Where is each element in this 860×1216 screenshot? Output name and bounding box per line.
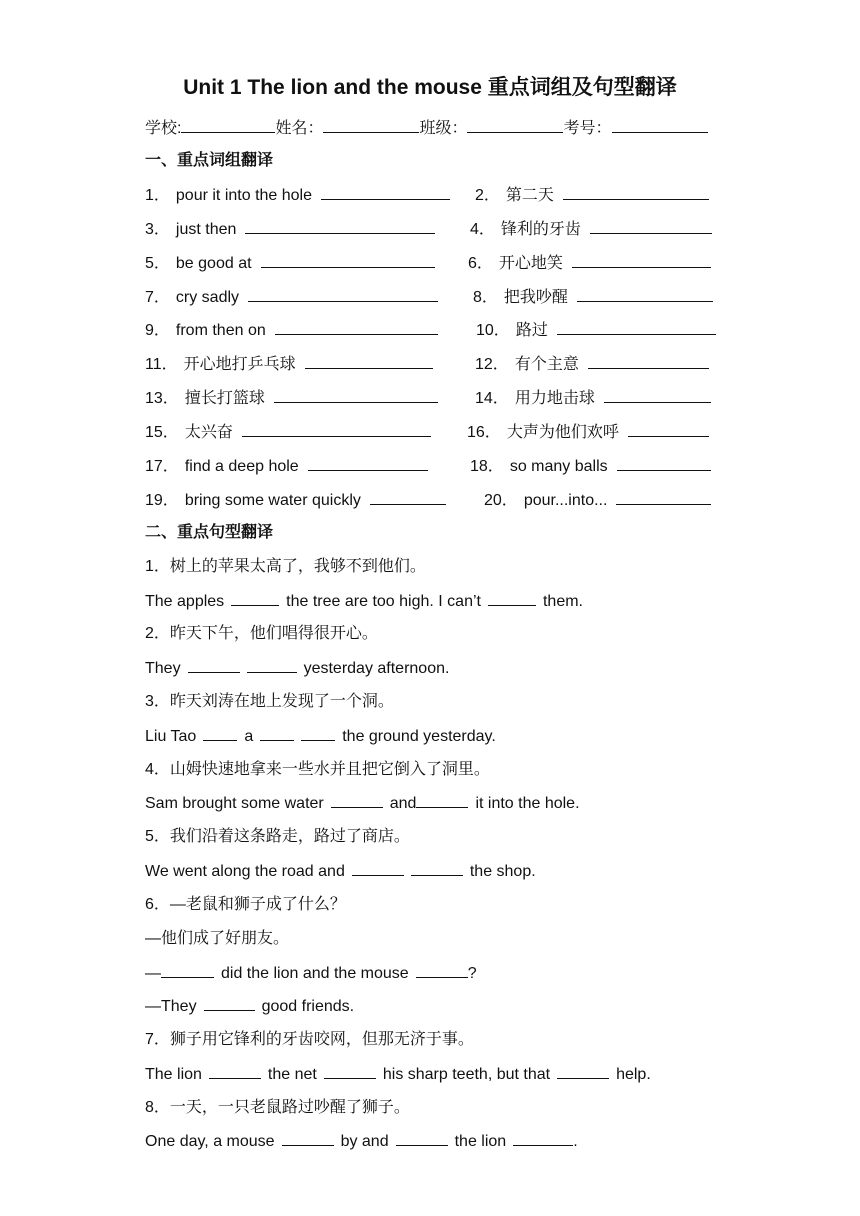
item-text: 把我吵醒 [503, 289, 568, 306]
answer-blank[interactable] [416, 962, 468, 978]
answer-blank[interactable] [261, 252, 435, 268]
answer-blank[interactable] [563, 184, 709, 200]
vocab-item [467, 421, 709, 443]
item-number: 15． [145, 424, 179, 441]
vocab-row [145, 319, 716, 341]
sentence-text: yesterday afternoon. [303, 660, 450, 677]
item-text: 第二天 [505, 187, 554, 204]
question-cn: 5．我们沿着这条路走，路过了商店。 [145, 828, 410, 845]
sentence-text: and [389, 795, 417, 812]
answer-blank[interactable] [370, 489, 446, 505]
item-text: pour it into the hole [175, 187, 312, 204]
answer-blank[interactable] [416, 792, 468, 808]
item-text: pour...into... [523, 492, 608, 509]
item-number: 6． [468, 255, 493, 272]
answer-blank[interactable] [617, 455, 711, 471]
vocab-row [145, 218, 716, 240]
vocab-item [145, 319, 438, 341]
item-text: bring some water quickly [184, 492, 361, 509]
item-text: 有个主意 [514, 356, 579, 373]
answer-blank[interactable] [245, 218, 435, 234]
answer-blank[interactable] [305, 353, 433, 369]
item-number: 4． [470, 221, 495, 238]
vocab-item [475, 353, 709, 375]
vocab-item [468, 252, 711, 274]
question-cn: 3．昨天刘涛在地上发现了一个洞。 [145, 693, 394, 710]
sentence-text: the lion [454, 1133, 507, 1150]
item-text: cry sadly [175, 289, 240, 306]
item-text: 路过 [515, 322, 548, 339]
answer-blank[interactable] [588, 353, 709, 369]
school-label: 学校: [145, 120, 182, 137]
school-blank[interactable] [181, 116, 275, 133]
sentence-text: by and [340, 1133, 389, 1150]
sentence-text: The lion [145, 1066, 202, 1083]
answer-blank[interactable] [204, 995, 255, 1011]
item-text: be good at [175, 255, 252, 272]
answer-blank[interactable] [557, 319, 716, 335]
vocab-item [145, 218, 435, 240]
section2-heading: 二、重点句型翻译 [145, 524, 274, 541]
question-en [145, 1130, 578, 1153]
item-number: 17． [145, 458, 179, 475]
item-number: 19． [145, 492, 179, 509]
question-cn-answer: —他们成了好朋友。 [145, 930, 290, 947]
question-cn: 6．—老鼠和狮子成了什么？ [145, 896, 346, 913]
item-text: 开心地笑 [498, 255, 563, 272]
vocab-item [145, 489, 446, 511]
answer-blank[interactable] [628, 421, 709, 437]
answer-blank[interactable] [231, 590, 279, 606]
sentence-text: his sharp teeth, but that [382, 1066, 551, 1083]
exam-number-label: 考号： [563, 120, 612, 137]
sentence-text: We went along the road and [145, 863, 345, 880]
vocab-row [145, 489, 716, 511]
vocab-item [145, 252, 435, 274]
answer-blank[interactable] [616, 489, 711, 505]
vocab-row [145, 455, 716, 477]
answer-blank[interactable] [242, 421, 431, 437]
answer-blank[interactable] [308, 455, 428, 471]
item-text: 擅长打篮球 [184, 390, 265, 407]
sentence-text: The apples [145, 593, 225, 610]
answer-blank[interactable] [396, 1130, 448, 1146]
item-text: from then on [175, 322, 266, 339]
sentence-text: Sam brought some water [145, 795, 324, 812]
item-text: just then [175, 221, 237, 238]
sentence-text: a [244, 728, 254, 745]
answer-blank[interactable] [282, 1130, 334, 1146]
sentence-text: it into the hole. [475, 795, 580, 812]
answer-blank[interactable] [274, 387, 438, 403]
student-info-line [145, 116, 708, 140]
answer-blank[interactable] [513, 1130, 573, 1146]
item-number: 3． [145, 221, 170, 238]
item-text: so many balls [509, 458, 608, 475]
item-number: 1． [145, 187, 170, 204]
vocab-item [145, 353, 433, 375]
vocab-item [145, 184, 450, 206]
item-number: 2． [475, 187, 500, 204]
sentence-text: did the lion and the mouse [221, 965, 409, 982]
answer-blank[interactable] [331, 792, 383, 808]
vocab-item [476, 319, 716, 341]
sentence-text: ? [467, 965, 477, 982]
answer-blank[interactable] [572, 252, 711, 268]
answer-blank[interactable] [577, 286, 713, 302]
sentence-text: the ground yesterday. [342, 728, 496, 745]
item-number: 10． [476, 322, 510, 339]
answer-blank[interactable] [488, 590, 536, 606]
name-label: 姓名： [275, 120, 324, 137]
item-text: find a deep hole [184, 458, 299, 475]
item-number: 9． [145, 322, 170, 339]
item-number: 16． [467, 424, 501, 441]
answer-blank[interactable] [321, 184, 450, 200]
sentence-text: the net [267, 1066, 317, 1083]
exam-number-blank[interactable] [612, 116, 708, 133]
vocab-item [145, 421, 431, 443]
class-label: 班级： [419, 120, 468, 137]
answer-blank[interactable] [161, 962, 214, 978]
vocab-item [484, 489, 711, 511]
sentence-text: They [145, 660, 181, 677]
sentence-text: —They [145, 998, 197, 1015]
item-number: 18． [470, 458, 504, 475]
vocab-row [145, 286, 716, 308]
question-en [145, 995, 354, 1018]
vocab-item [470, 218, 712, 240]
item-number: 11． [145, 356, 178, 373]
vocab-item [145, 286, 438, 308]
vocab-row [145, 421, 716, 443]
sentence-text: the tree are too high. I can’t [286, 593, 481, 610]
question-en [145, 792, 580, 815]
sentence-text: the shop. [469, 863, 536, 880]
class-blank[interactable] [467, 116, 563, 133]
answer-blank[interactable] [352, 860, 404, 876]
sentence-text: good friends. [261, 998, 355, 1015]
item-number: 13． [145, 390, 179, 407]
vocab-row [145, 353, 716, 375]
question-cn: 7．狮子用它锋利的牙齿咬网，但那无济于事。 [145, 1031, 474, 1048]
question-en [145, 657, 449, 680]
sentence-text: — [145, 965, 161, 982]
question-cn: 8．一天，一只老鼠路过吵醒了狮子。 [145, 1099, 410, 1116]
sentence-text: help. [616, 1066, 651, 1083]
question-en [145, 962, 477, 985]
answer-blank[interactable] [188, 657, 240, 673]
answer-blank[interactable] [324, 1063, 376, 1079]
item-number: 7． [145, 289, 170, 306]
item-text: 用力地击球 [514, 390, 595, 407]
question-en [145, 590, 583, 613]
answer-blank[interactable] [590, 218, 712, 234]
answer-blank[interactable] [301, 725, 335, 741]
answer-blank[interactable] [557, 1063, 609, 1079]
item-text: 太兴奋 [184, 424, 233, 441]
vocab-row [145, 184, 716, 206]
answer-blank[interactable] [209, 1063, 261, 1079]
answer-blank[interactable] [260, 725, 294, 741]
vocab-item [145, 455, 428, 477]
vocab-item [470, 455, 711, 477]
item-number: 8． [473, 289, 498, 306]
vocab-item [145, 387, 438, 409]
answer-blank[interactable] [203, 725, 237, 741]
vocab-item [475, 387, 711, 409]
question-en [145, 860, 536, 883]
vocab-row [145, 252, 716, 274]
page-title: Unit 1 The lion and the mouse 重点词组及句型翻译 [183, 76, 677, 99]
answer-blank[interactable] [247, 657, 297, 673]
answer-blank[interactable] [411, 860, 463, 876]
answer-blank[interactable] [248, 286, 438, 302]
question-cn: 1．树上的苹果太高了，我够不到他们。 [145, 558, 426, 575]
answer-blank[interactable] [604, 387, 711, 403]
question-en [145, 725, 496, 748]
vocab-item [473, 286, 713, 308]
item-number: 20． [484, 492, 518, 509]
vocab-row [145, 387, 716, 409]
question-cn: 4．山姆快速地拿来一些水并且把它倒入了洞里。 [145, 761, 490, 778]
item-number: 12． [475, 356, 509, 373]
sentence-text: them. [542, 593, 583, 610]
question-cn: 2．昨天下午，他们唱得很开心。 [145, 625, 378, 642]
section1-heading: 一、重点词组翻译 [145, 152, 274, 169]
answer-blank[interactable] [275, 319, 438, 335]
vocab-item [475, 184, 709, 206]
item-text: 大声为他们欢呼 [506, 424, 619, 441]
sentence-text: One day, a mouse [145, 1133, 275, 1150]
sentence-text: . [573, 1133, 578, 1150]
item-text: 开心地打乒乓球 [183, 356, 296, 373]
item-text: 锋利的牙齿 [500, 221, 581, 238]
item-number: 14． [475, 390, 509, 407]
sentence-text: Liu Tao [145, 728, 197, 745]
item-number: 5． [145, 255, 170, 272]
question-en [145, 1063, 651, 1086]
name-blank[interactable] [323, 116, 419, 133]
